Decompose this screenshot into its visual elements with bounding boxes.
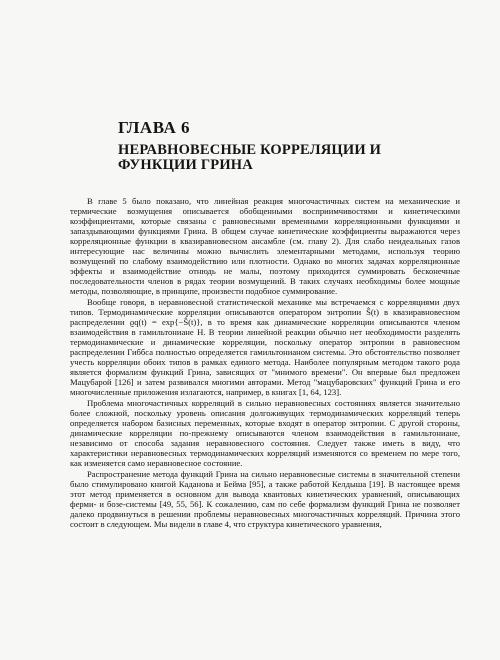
- paragraph: Вообще говоря, в неравновесной статистической механике мы встречаемся с корреляциями двух типов. Термодинамические корреляции описываются оператором энтропии Ŝ(t) в квазиравновесном распределении ϱq(t) = exp{−Ŝ(t)}, в то время как динамические корреляции описываются членом взаимодействия в гамильтониане H. В теории линейной реакции обычно нет необходимости разделять термодинамические и динамические корреляции, поскольку оператор энтропии в равновесном распределении Гиббса полностью определяется гамильтонианом системы. Это обстоятельство позволяет учесть корреляции обоих типов в рамках единого метода. Наиболее популярным методом такого рода является формализм функций Грина, зависящих от "мнимого времени". Он впервые был предложен Мацубарой [126] и затем развивался многими авторами. Метод "мацубаровских" функций Грина и его многочисленные приложения излагаются, например, в книгах [1, 64, 123].: [70, 296, 460, 398]
- chapter-label: ГЛАВА 6: [118, 118, 190, 137]
- body-text: [70, 196, 460, 529]
- paragraph: Проблема многочастичных корреляций в сильно неравновесных состояниях является значительно более сложной, поскольку уровень описания долгоживущих термодинамических корреляций теперь определяется набором базисных переменных, которые входят в оператор энтропии. С другой стороны, динамические корреляции по-прежнему описываются членом взаимодействия в гамильтониане, независимо от способа задания неравновесного состояния. Следует также иметь в виду, что характеристики неравновесных термодинамических корреляций изменяются со временем по мере того, как изменяется само неравновесное состояние.: [70, 397, 460, 469]
- paragraph: В главе 5 было показано, что линейная реакция многочастичных систем на механические и термические возмущения описывается обобщенными восприимчивостями и кинетическими коэффициентами, которые связаны с равновесными временными корреляционными функциями и запаздывающими функциями Грина. В общем случае кинетические коэффициенты выражаются через корреляционные функции в квазиравновесном ансамбле (см. главу 2). Для слабо неидеальных газов интересующие нас величины можно вычислить элементарными методами, используя теорию возмущений по слабому взаимодействию или плотности. Однако во многих задачах корреляционные эффекты и взаимодействие отнюдь не малы, поэтому приходится суммировать бесконечные последовательности членов в рядах теории возмущений. В таких случаях необходимы более мощные методы, позволяющие, в принципе, произвести подобное суммирование.: [70, 196, 460, 297]
- chapter-title: НЕРАВНОВЕСНЫЕ КОРРЕЛЯЦИИ И ФУНКЦИИ ГРИНА: [118, 142, 382, 173]
- paragraph: Распространение метода функций Грина на сильно неравновесные системы в значительной степени было стимулировано книгой Каданова и Бейма [95], а также работой Келдыша [19]. В настоящее время этот метод применяется в основном для вывода квантовых кинетических уравнений, описывающих ферми- и бозе-системы [49, 55, 56]. К сожалению, сам по себе формализм функций Грина не позволяет далеко продвинуться в решении проблемы неравновесных многочастичных корреляций. Причина этого состоит в следующем. Мы видели в главе 4, что структура кинетического уравнения,: [70, 468, 460, 529]
